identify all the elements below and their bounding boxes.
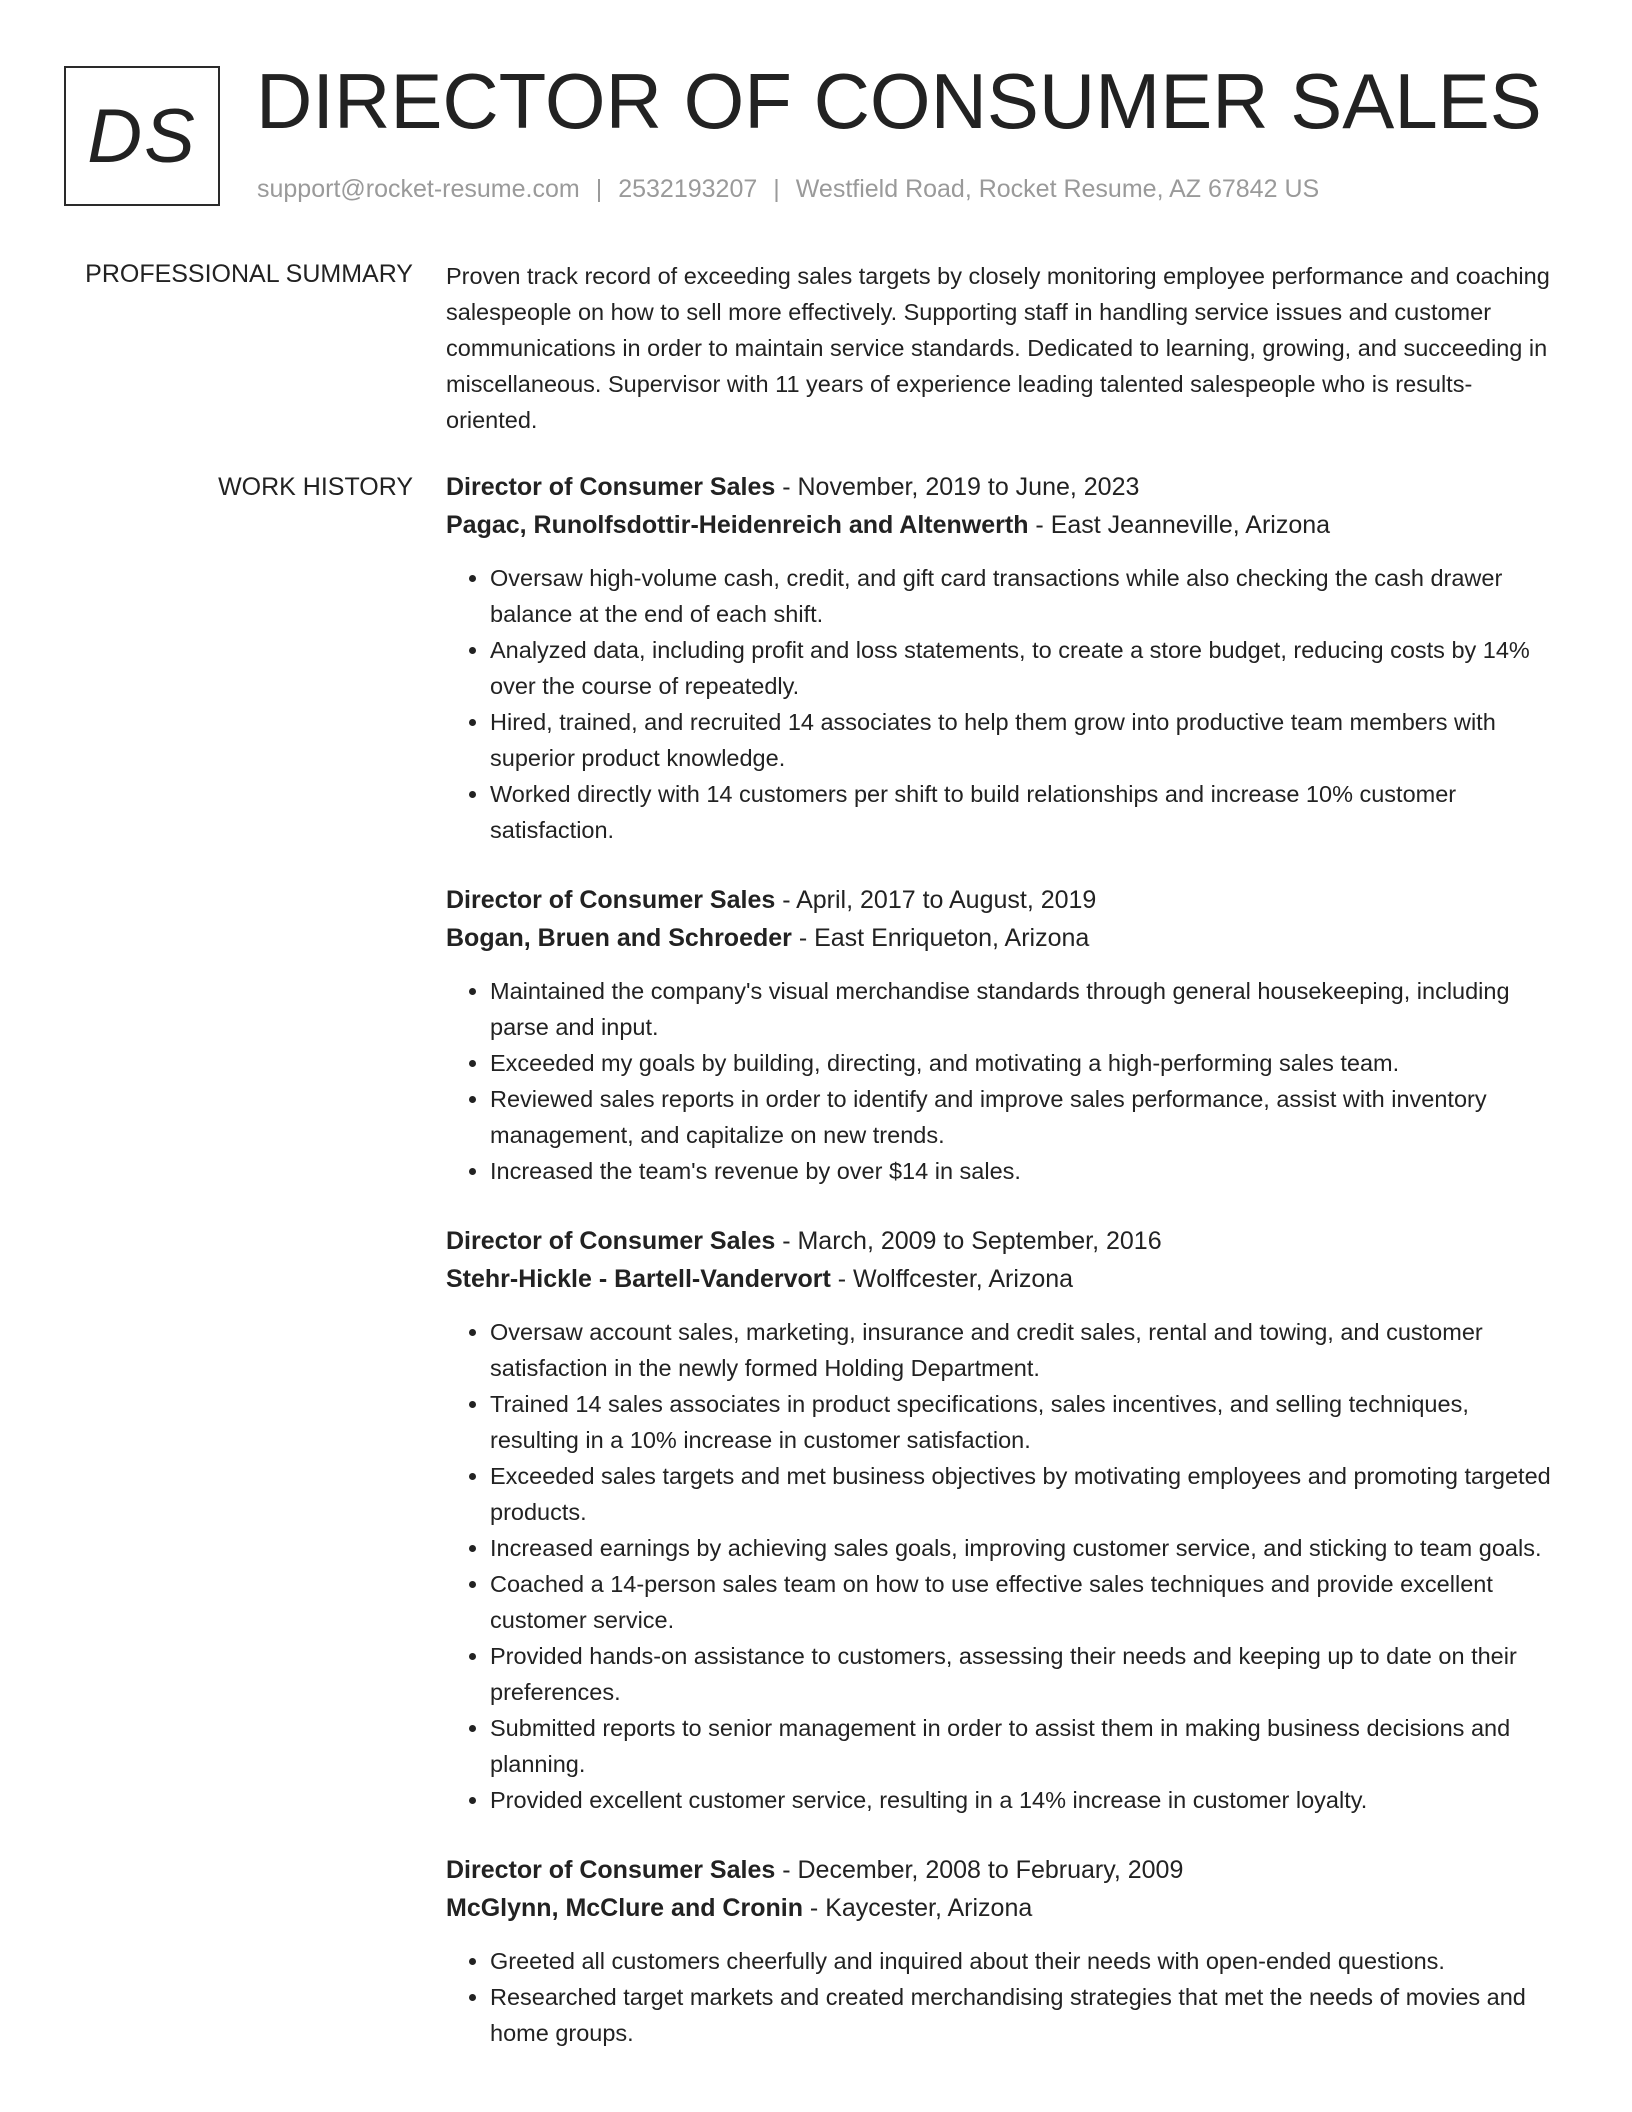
- job-bullet: • Submitted reports to senior management in order to assist them in making business decisions and planning.: [490, 1710, 1562, 1782]
- job-entry: [446, 881, 1562, 1189]
- job-location: - East Jeanneville, Arizona: [1028, 511, 1331, 539]
- job-bullet: • Trained 14 sales associates in product specifications, sales incentives, and selling techniques, resulting in a 10% increase in customer satisfaction.: [490, 1386, 1562, 1458]
- job-bullet-list: [446, 973, 1562, 1189]
- job-location: - East Enriqueton, Arizona: [791, 924, 1090, 952]
- job-bullet: • Reviewed sales reports in order to identify and improve sales performance, assist with inventory management, and capitalize on new trends.: [490, 1081, 1562, 1153]
- job-bullet: • Increased earnings by achieving sales goals, improving customer service, and sticking to team goals.: [490, 1530, 1562, 1566]
- job-title-line: [446, 1222, 1562, 1260]
- job-location: - Wolffcester, Arizona: [830, 1265, 1074, 1293]
- job-bullet: • Exceeded my goals by building, directing, and motivating a high-performing sales team.: [490, 1045, 1562, 1081]
- job-bullet: • Worked directly with 14 customers per shift to build relationships and increase 10% customer satisfaction.: [490, 776, 1562, 848]
- work-history-body: [446, 468, 1562, 2084]
- job-company-line: [446, 506, 1562, 544]
- job-bullet: • Provided hands-on assistance to customers, assessing their needs and keeping up to date on their preferences.: [490, 1638, 1562, 1710]
- summary-text: Proven track record of exceeding sales targets by closely monitoring employee performance and coaching salespeople on how to sell more effectively. Supporting staff in handling service issues and customer communications in order to maintain service standards. Dedicated to learning, growing, and succeeding in miscellaneous. Supervisor with 11 years of experience leading talented salespeople who is results-oriented.: [446, 263, 1550, 433]
- resume-title: DIRECTOR OF CONSUMER SALES: [256, 57, 1542, 145]
- job-bullet: • Hired, trained, and recruited 14 associates to help them grow into productive team members with superior product knowledge.: [490, 704, 1562, 776]
- job-entry: [446, 1851, 1562, 2051]
- monogram-initials: DS: [87, 93, 197, 179]
- contact-phone[interactable]: 2532193207: [618, 175, 758, 203]
- job-bullet: • Exceeded sales targets and met business objectives by motivating employees and promoting targeted products.: [490, 1458, 1562, 1530]
- contact-separator: |: [595, 175, 603, 203]
- job-role: Director of Consumer Sales: [446, 1227, 776, 1255]
- job-bullet-list: [446, 1943, 1562, 2051]
- job-title-line: [446, 1851, 1562, 1889]
- job-bullet: • Researched target markets and created merchandising strategies that met the needs of movies and home groups.: [490, 1979, 1562, 2051]
- job-company-line: [446, 1889, 1562, 1927]
- job-bullet: • Provided excellent customer service, resulting in a 14% increase in customer loyalty.: [490, 1782, 1562, 1818]
- summary-heading: PROFESSIONAL SUMMARY: [85, 260, 413, 288]
- job-bullet: • Increased the team's revenue by over $14 in sales.: [490, 1153, 1562, 1189]
- job-bullet-list: [446, 560, 1562, 848]
- job-bullet: • Oversaw high-volume cash, credit, and gift card transactions while also checking the cash drawer balance at the end of each shift.: [490, 560, 1562, 632]
- monogram-logo: [64, 66, 220, 206]
- job-company: Bogan, Bruen and Schroeder: [446, 924, 792, 952]
- job-dates: - November, 2019 to June, 2023: [775, 473, 1140, 501]
- contact-address: Westfield Road, Rocket Resume, AZ 67842 US: [795, 175, 1320, 203]
- work-history-heading: WORK HISTORY: [218, 473, 413, 501]
- job-role: Director of Consumer Sales: [446, 1856, 776, 1884]
- job-company-line: [446, 1260, 1562, 1298]
- job-title-line: [446, 881, 1562, 919]
- job-bullet: • Oversaw account sales, marketing, insurance and credit sales, rental and towing, and customer satisfaction in the newly formed Holding Department.: [490, 1314, 1562, 1386]
- job-dates: - March, 2009 to September, 2016: [775, 1227, 1162, 1255]
- job-bullet: • Greeted all customers cheerfully and inquired about their needs with open-ended questions.: [490, 1943, 1562, 1979]
- job-company: Stehr-Hickle - Bartell-Vandervort: [446, 1265, 831, 1293]
- job-bullet: • Analyzed data, including profit and loss statements, to create a store budget, reducing costs by 14% over the course of repeatedly.: [490, 632, 1562, 704]
- job-company-line: [446, 919, 1562, 957]
- job-location: - Kaycester, Arizona: [802, 1894, 1033, 1922]
- job-role: Director of Consumer Sales: [446, 473, 776, 501]
- contact-line: [257, 175, 1319, 204]
- job-entry: [446, 1222, 1562, 1818]
- job-role: Director of Consumer Sales: [446, 886, 776, 914]
- job-bullet-list: [446, 1314, 1562, 1818]
- job-dates: - December, 2008 to February, 2009: [775, 1856, 1184, 1884]
- job-dates: - April, 2017 to August, 2019: [775, 886, 1097, 914]
- job-entry: [446, 468, 1562, 848]
- summary-body: [446, 258, 1562, 438]
- job-bullet: • Maintained the company's visual merchandise standards through general housekeeping, including parse and input.: [490, 973, 1562, 1045]
- job-bullet: • Coached a 14-person sales team on how to use effective sales techniques and provide excellent customer service.: [490, 1566, 1562, 1638]
- job-company: Pagac, Runolfsdottir-Heidenreich and Altenwerth: [446, 511, 1029, 539]
- job-company: McGlynn, McClure and Cronin: [446, 1894, 803, 1922]
- job-title-line: [446, 468, 1562, 506]
- contact-email[interactable]: support@rocket-resume.com: [257, 175, 580, 203]
- contact-separator: |: [773, 175, 780, 203]
